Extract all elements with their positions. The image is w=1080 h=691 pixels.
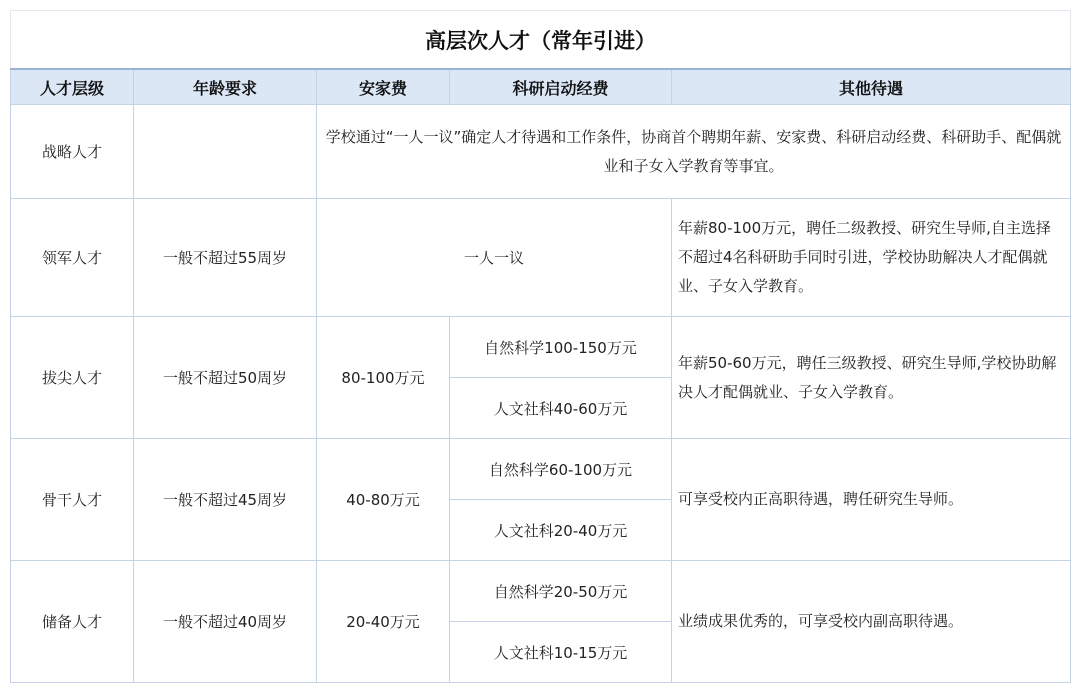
other-cell: 可享受校内正高职待遇，聘任研究生导师。 — [672, 439, 1071, 561]
other-cell: 业绩成果优秀的，可享受校内副高职待遇。 — [672, 561, 1071, 683]
age-cell — [134, 105, 317, 199]
table-row — [11, 105, 1071, 199]
table-row — [11, 199, 1071, 317]
header-level: 人才层级 — [11, 69, 134, 105]
level-cell: 储备人才 — [11, 561, 134, 683]
science-cell: 自然科学100-150万元 — [450, 317, 672, 378]
talent-table — [10, 10, 1071, 683]
header-other: 其他待遇 — [672, 69, 1071, 105]
level-cell: 领军人才 — [11, 199, 134, 317]
age-cell: 一般不超过55周岁 — [134, 199, 317, 317]
humanities-cell: 人文社科20-40万元 — [450, 500, 672, 561]
other-cell: 年薪50-60万元，聘任三级教授、研究生导师,学校协助解决人才配偶就业、子女入学教育。 — [672, 317, 1071, 439]
age-cell: 一般不超过40周岁 — [134, 561, 317, 683]
settle-cell: 40-80万元 — [317, 439, 450, 561]
level-cell: 骨干人才 — [11, 439, 134, 561]
humanities-cell: 人文社科10-15万元 — [450, 622, 672, 683]
funding-cell: 一人一议 — [317, 199, 672, 317]
table-title: 高层次人才（常年引进） — [11, 11, 1071, 70]
header-settle: 安家费 — [317, 69, 450, 105]
header-age: 年龄要求 — [134, 69, 317, 105]
level-cell: 拔尖人才 — [11, 317, 134, 439]
header-row — [11, 69, 1071, 105]
table-row — [11, 561, 1071, 622]
table-row — [11, 317, 1071, 378]
level-cell: 战略人才 — [11, 105, 134, 199]
settle-cell: 20-40万元 — [317, 561, 450, 683]
science-cell: 自然科学60-100万元 — [450, 439, 672, 500]
other-cell: 年薪80-100万元，聘任二级教授、研究生导师,自主选择不超过4名科研助手同时引进，学校协助解决人才配偶就业、子女入学教育。 — [672, 199, 1071, 317]
age-cell: 一般不超过45周岁 — [134, 439, 317, 561]
combined-cell: 学校通过“一人一议”确定人才待遇和工作条件，协商首个聘期年薪、安家费、科研启动经费、科研助手、配偶就业和子女入学教育等事宜。 — [317, 105, 1071, 199]
table-row — [11, 439, 1071, 500]
settle-cell: 80-100万元 — [317, 317, 450, 439]
humanities-cell: 人文社科40-60万元 — [450, 378, 672, 439]
header-research: 科研启动经费 — [450, 69, 672, 105]
science-cell: 自然科学20-50万元 — [450, 561, 672, 622]
age-cell: 一般不超过50周岁 — [134, 317, 317, 439]
